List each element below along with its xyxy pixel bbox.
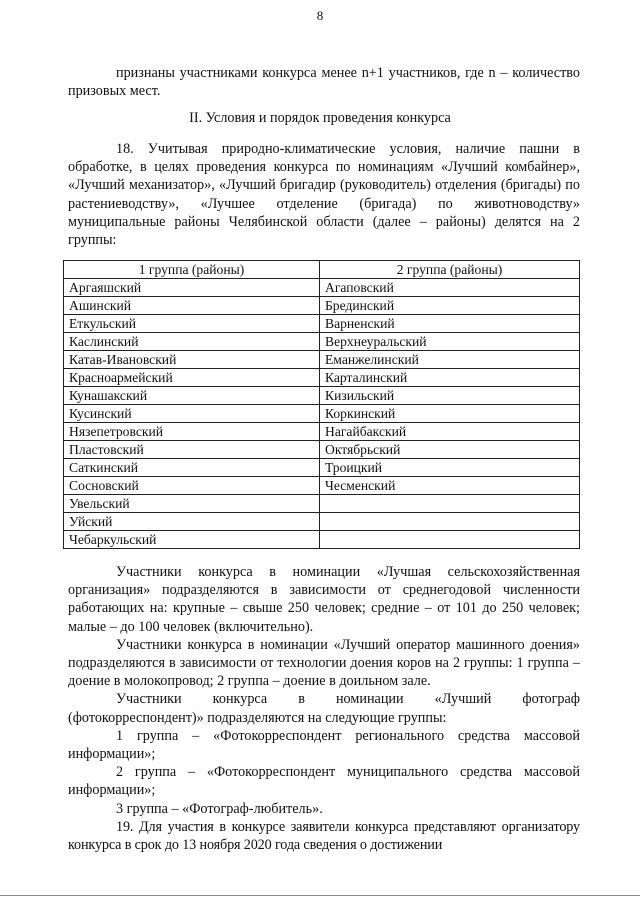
table-row [64,351,580,369]
group-2-district-cell [320,513,580,531]
group-1-district-cell: Сосновский [64,477,320,495]
table-row [64,297,580,315]
paragraph-group-2: 2 группа – «Фотокорреспондент муниципального средства массовой информации»; [68,764,580,799]
table-row [64,477,580,495]
group-2-district-cell: Верхнеуральский [320,333,580,351]
group-1-district-cell: Саткинский [64,459,320,477]
table-header-group-2: 2 группа (районы) [320,261,580,279]
group-1-district-cell: Кусинский [64,405,320,423]
intro-paragraph: признаны участниками конкурса менее n+1 участников, где n – количество призовых мест. [68,65,580,100]
district-groups-table [63,260,580,549]
group-2-district-cell: Кизильский [320,387,580,405]
table-row [64,333,580,351]
table-row [64,531,580,549]
table-row [64,495,580,513]
paragraph-18: 18. Учитывая природно-климатические условия, наличие пашни в обработке, в целях проведения конкурса по номинациям «Лучший комбайнер», «Лучший механизатор», «Лучший бригадир (руководитель) отделения (бригады) по растениеводству», «Лучшее отделение (бригада) по животноводству» муниципальные районы Челябинской области (далее – районы) делятся на 2 группы: [68,141,580,249]
table-row [64,405,580,423]
group-1-district-cell: Нязепетровский [64,423,320,441]
group-2-district-cell: Агаповский [320,279,580,297]
group-2-district-cell: Коркинский [320,405,580,423]
table-row [64,369,580,387]
group-2-district-cell: Еманжелинский [320,351,580,369]
paragraph-photographer: Участники конкурса в номинации «Лучший фотограф (фотокорреспондент)» подразделяются на следующие группы: [68,691,580,726]
paragraph-18-block [68,140,580,249]
paragraph-agri-org: Участники конкурса в номинации «Лучшая сельскохозяйственная организация» подразделяются в зависимости от среднегодовой численности работающих на: крупные – свыше 250 человек; средние – от 101 до 250 человек; малые – до 100 человек (включительно). [68,564,580,635]
table-row [64,423,580,441]
group-1-district-cell: Аргаяшский [64,279,320,297]
table-header-group-1: 1 группа (районы) [64,261,320,279]
group-1-district-cell: Пластовский [64,441,320,459]
group-2-district-cell: Чесменский [320,477,580,495]
group-2-district-cell: Октябрьский [320,441,580,459]
group-1-district-cell: Увельский [64,495,320,513]
table-row [64,441,580,459]
group-1-district-cell: Чебаркульский [64,531,320,549]
group-1-district-cell: Катав-Ивановский [64,351,320,369]
group-1-district-cell: Ашинский [64,297,320,315]
table-row [64,279,580,297]
table-header-row [64,261,580,279]
group-2-district-cell: Варненский [320,315,580,333]
page-bottom-rule [0,895,640,896]
section-heading: II. Условия и порядок проведения конкурса [189,110,451,126]
group-1-district-cell: Каслинский [64,333,320,351]
group-2-district-cell: Троицкий [320,459,580,477]
group-2-district-cell: Карталинский [320,369,580,387]
page-number: 8 [316,8,324,23]
table-row [64,387,580,405]
table-row [64,459,580,477]
paragraph-milking-operator: Участники конкурса в номинации «Лучший оператор машинного доения» подразделяются в зависимости от технологии доения коров на 2 группы: 1 группа – доение в молокопровод; 2 группа – доение в доильном зале. [68,636,580,690]
table-row [64,513,580,531]
paragraph-19: 19. Для участия в конкурсе заявители конкурса представляют организатору конкурса в срок до 13 ноября 2020 года сведения о достижении [68,818,580,854]
intro-text [68,64,580,100]
group-2-district-cell [320,531,580,549]
paragraph-group-1: 1 группа – «Фотокорреспондент регионального средства массовой информации»; [68,727,580,763]
lower-text-block [68,563,580,854]
table-body [64,279,580,549]
group-2-district-cell: Брединский [320,297,580,315]
group-2-district-cell [320,495,580,513]
group-1-district-cell: Уйский [64,513,320,531]
paragraph-group-3: 3 группа – «Фотограф-любитель». [116,800,323,817]
group-2-district-cell: Нагайбакский [320,423,580,441]
group-1-district-cell: Еткульский [64,315,320,333]
table-row [64,315,580,333]
group-1-district-cell: Красноармейский [64,369,320,387]
group-1-district-cell: Кунашакский [64,387,320,405]
